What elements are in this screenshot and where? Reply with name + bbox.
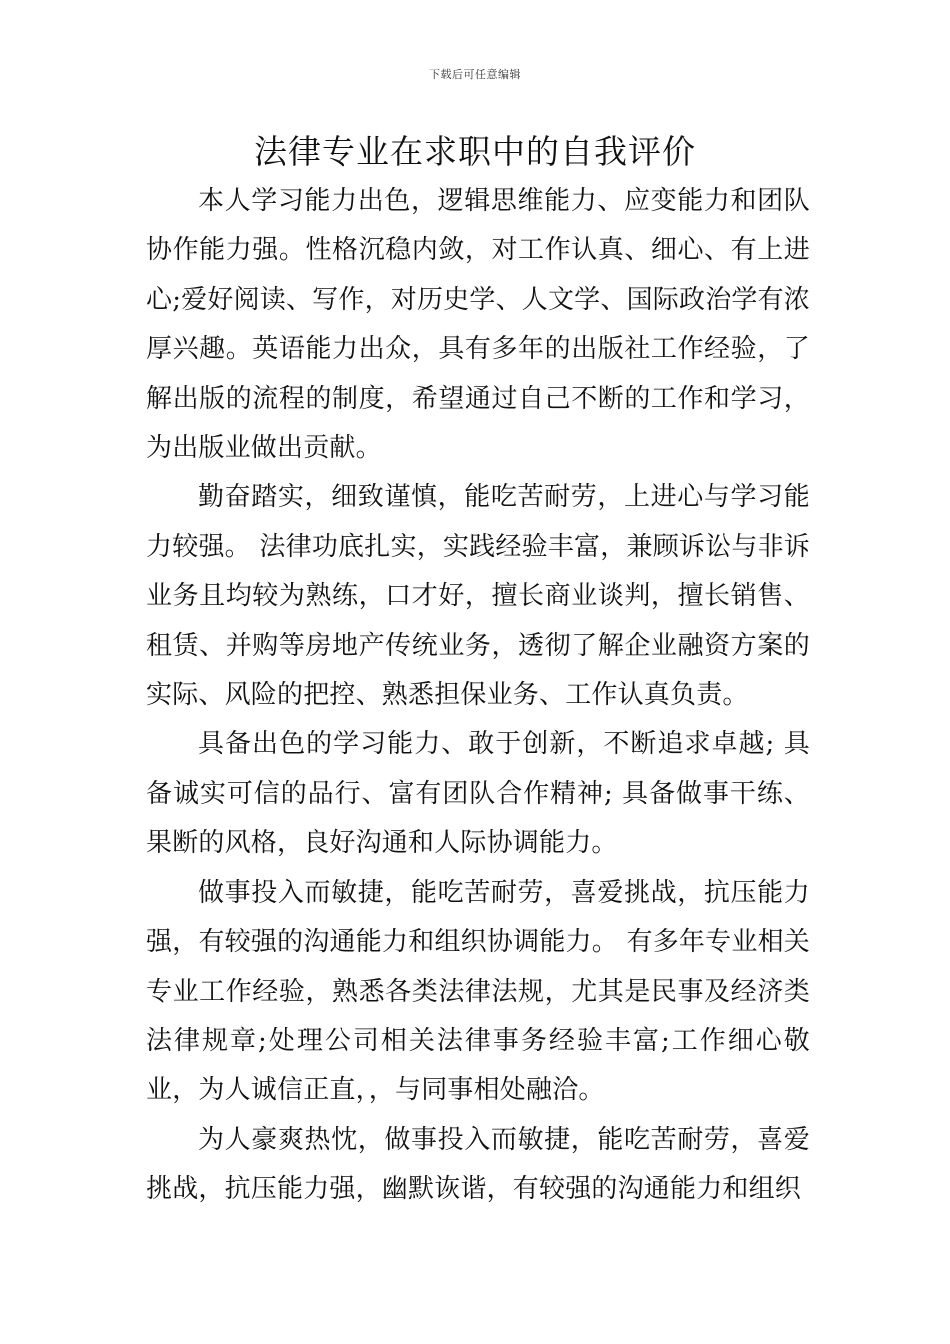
paragraph-3: 具备出色的学习能力、敢于创新，不断追求卓越; 具备诚实可信的品行、富有团队合作精神; 具备做事干练、果断的风格，良好沟通和人际协调能力。 — [146, 729, 810, 859]
header-note: 下载后可任意编辑 — [429, 68, 521, 81]
page-title: 法律专业在求职中的自我评价 — [254, 132, 696, 171]
paragraph-2: 勤奋踏实，细致谨慎，能吃苦耐劳，上进心与学习能力较强。 法律功底扎实，实践经验丰富，兼顾诉讼与非诉业务且均较为熟练，口才好，擅长商业谈判，擅长销售、租赁、并购等房地产传统业务，透彻了解企业融资方案的实际、风险的把控、熟悉担保业务、工作认真负责。 — [146, 482, 810, 711]
paragraph-4: 做事投入而敏捷，能吃苦耐劳，喜爱挑战，抗压能力强，有较强的沟通能力和组织协调能力。 有多年专业相关专业工作经验，熟悉各类法律法规，尤其是民事及经济类法律规章;处理公司相关法律事务经验丰富;工作细心敬业，为人诚信正直，，与同事相处融洽。 — [146, 877, 810, 1106]
document-body — [146, 177, 810, 1215]
paragraph-5: 为人豪爽热忱，做事投入而敏捷，能吃苦耐劳，喜爱挑战，抗压能力强，幽默诙谐，有较强的沟通能力和组织 — [146, 1124, 810, 1205]
paragraph-1: 本人学习能力出色，逻辑思维能力、应变能力和团队协作能力强。性格沉稳内敛，对工作认真、细心、有上进心;爱好阅读、写作，对历史学、人文学、国际政治学有浓厚兴趣。英语能力出众，具有多年的出版社工作经验，了解出版的流程的制度，希望通过自己不断的工作和学习，为出版业做出贡献。 — [146, 186, 810, 464]
